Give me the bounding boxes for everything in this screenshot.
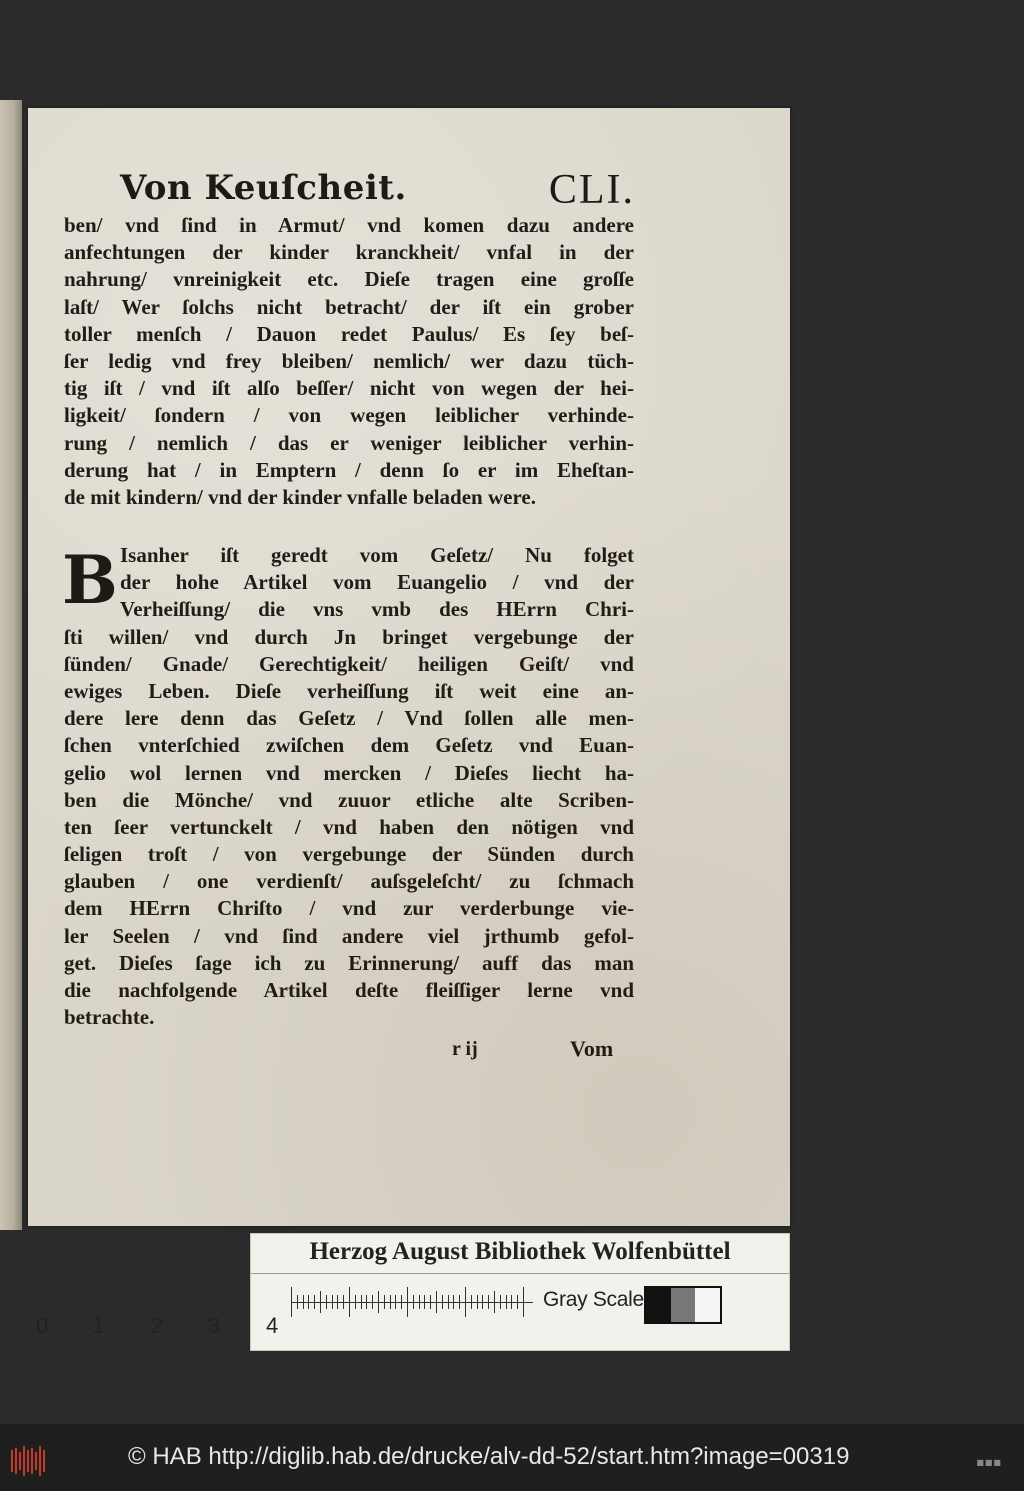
ruler-tick <box>372 1295 373 1309</box>
gray-scale-label: Gray Scale <box>543 1288 644 1311</box>
ruler-tick <box>506 1295 507 1309</box>
ruler-tick <box>308 1295 309 1309</box>
ruler-numbers <box>36 1313 296 1339</box>
ruler-tick <box>442 1295 443 1309</box>
ruler-tick <box>401 1295 402 1309</box>
library-name: Herzog August Bibliothek Wolfenbüttel <box>309 1238 731 1265</box>
footer-dots-icon: ■■■ <box>976 1458 1002 1467</box>
decorated-initial: B <box>62 541 118 619</box>
copyright-url[interactable]: © HAB http://diglib.hab.de/drucke/alv-dd-52/start.htm?image=00319 <box>128 1443 850 1470</box>
text-line: gelio wol lernen vnd mercken / Dieſes liecht ha- <box>64 760 634 785</box>
ruler-tick <box>332 1295 333 1309</box>
text-line: nahrung/ vnreinigkeit etc. Dieſe tragen eine groſſe <box>64 267 634 292</box>
ruler-tick <box>517 1295 518 1309</box>
text-line: dem HErrn Chriſto / vnd zur verderbunge vie- <box>64 896 634 921</box>
text-line: ewiges Leben. Dieſe verheiſſung iſt weit eine an- <box>64 678 634 703</box>
card-divider <box>251 1273 789 1274</box>
ruler-tick <box>390 1295 391 1309</box>
ruler-tick <box>413 1295 414 1309</box>
ruler-tick <box>366 1295 367 1309</box>
text-line: ſeligen troſt / von vergebunge der Sünden durch <box>64 842 634 867</box>
text-line: ben die Mönche/ vnd zuuor etliche alte Scriben- <box>64 787 634 812</box>
text-line: tig iſt / vnd iſt alſo beſſer/ nicht von wegen der hei- <box>64 376 634 401</box>
gray-swatch-light <box>695 1288 720 1322</box>
ruler-number: 0 <box>36 1313 49 1338</box>
ruler-number: 1 <box>92 1313 105 1338</box>
text-line: die nachfolgende Artikel deſte fleiſſiger lerne vnd <box>64 978 634 1002</box>
ruler-tick <box>453 1295 454 1309</box>
ruler-tick <box>436 1291 437 1313</box>
text-line: ten ſeer vertunckelt / vnd haben den nötigen vnd <box>64 814 634 839</box>
ruler-tick <box>361 1295 362 1309</box>
ruler-tick <box>384 1295 385 1309</box>
text-line: der hohe Artikel vom Euangelio / vnd der <box>120 570 634 595</box>
page-header <box>120 168 635 216</box>
text-line: ſti willen/ vnd durch Jn bringet vergebunge der <box>64 624 634 649</box>
previous-page-edge <box>0 100 22 1230</box>
ruler-tick <box>343 1295 344 1309</box>
ruler-scale <box>291 1284 533 1322</box>
ruler-tick <box>471 1295 472 1309</box>
ruler-tick <box>419 1295 420 1309</box>
hab-barcode-logo-icon[interactable] <box>10 1446 46 1476</box>
text-line: anfechtungen der kinder kranckheit/ vnfal in der <box>64 240 634 265</box>
ruler-number: 3 <box>208 1313 221 1338</box>
ruler-tick <box>488 1295 489 1309</box>
ruler-tick <box>355 1295 356 1309</box>
signature-mark: r ij <box>452 1038 478 1060</box>
ruler-number: 2 <box>151 1313 164 1338</box>
text-line: ben/ vnd ſind in Armut/ vnd komen dazu andere <box>64 213 634 237</box>
text-line: rung / nemlich / das er weniger leiblicher verhin- <box>64 430 634 455</box>
gray-scale-swatches <box>644 1286 722 1324</box>
catchword: Vom <box>570 1036 614 1061</box>
ruler-tick <box>430 1295 431 1309</box>
text-line: de mit kindern/ vnd der kinder vnfalle beladen were. <box>64 484 536 509</box>
ruler-tick <box>482 1295 483 1309</box>
ruler-tick <box>326 1295 327 1309</box>
text-line: get. Dieſes ſage ich zu Erinnerung/ auff das man <box>64 950 634 975</box>
ruler-tick <box>395 1295 396 1309</box>
ruler-tick <box>407 1287 408 1317</box>
text-line: dere lere denn das Geſetz / Vnd ſollen alle men- <box>64 706 634 731</box>
text-line: Isanher iſt geredt vom Geſetz/ Nu folget <box>120 543 634 567</box>
text-line: laſt/ Wer ſolchs nicht betracht/ der iſt ein grober <box>64 294 634 319</box>
gray-swatch-mid <box>671 1288 696 1322</box>
ruler-tick <box>511 1295 512 1309</box>
text-line: ligkeit/ ſondern / von wegen leiblicher verhinde- <box>64 403 634 428</box>
text-line: glauben / one verdienſt/ auſsgeleſcht/ zu ſchmach <box>64 869 634 894</box>
ruler-tick <box>314 1295 315 1309</box>
ruler-tick <box>523 1287 524 1317</box>
ruler-tick <box>337 1295 338 1309</box>
ruler-tick <box>378 1291 379 1313</box>
paragraph-1 <box>64 212 634 511</box>
ruler-tick <box>320 1291 321 1313</box>
ruler-tick <box>500 1295 501 1309</box>
folio-number: CLI. <box>548 167 635 213</box>
ruler-number: 4 <box>266 1313 279 1338</box>
ruler-tick <box>424 1295 425 1309</box>
text-line: ſchen vnterſchied zwiſchen dem Geſetz vnd Euan- <box>64 733 634 758</box>
ruler-tick <box>448 1295 449 1309</box>
text-line: toller menſch / Dauon redet Paulus/ Es ſey beſ- <box>64 321 634 346</box>
ruler-tick <box>494 1291 495 1313</box>
ruler-tick <box>477 1295 478 1309</box>
color-scale-card <box>250 1233 790 1351</box>
ruler-tick <box>349 1287 350 1317</box>
text-line: ſünden/ Gnade/ Gerechtigkeit/ heiligen Geiſt/ vnd <box>64 651 634 676</box>
text-line: derung hat / in Emptern / denn ſo er im Eheſtan- <box>64 457 634 482</box>
ruler-tick <box>297 1295 298 1309</box>
ruler-tick <box>459 1295 460 1309</box>
text-line: ſer ledig vnd frey bleiben/ nemlich/ wer dazu tüch- <box>64 348 634 373</box>
text-line: ler Seelen / vnd ſind andere viel jrthumb gefol- <box>64 923 634 948</box>
paragraph-2 <box>64 542 634 1031</box>
gray-swatch-dark <box>646 1288 671 1322</box>
text-line: betrachte. <box>64 1005 155 1030</box>
ruler-tick <box>303 1295 304 1309</box>
ruler-tick <box>465 1287 466 1317</box>
running-title: Von Keuſcheit. <box>120 168 407 208</box>
text-line: Verheiſſung/ die vns vmb des HErrn Chri- <box>120 597 634 622</box>
